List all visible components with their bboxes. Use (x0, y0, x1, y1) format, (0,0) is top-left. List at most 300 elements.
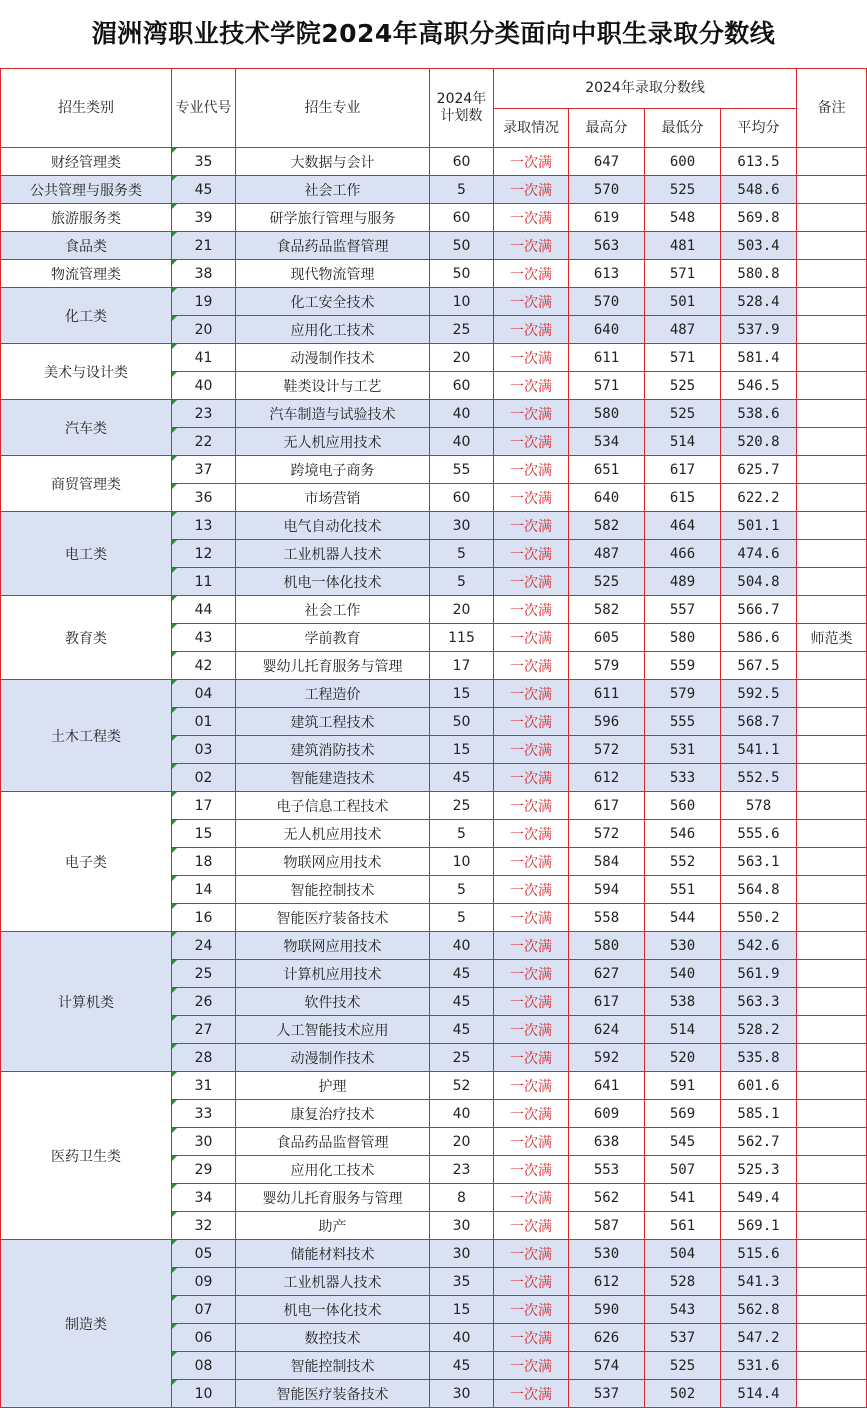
status-cell: 一次满 (494, 512, 569, 540)
code-cell: 19 (172, 288, 236, 316)
max-cell: 640 (569, 316, 645, 344)
max-cell: 580 (569, 400, 645, 428)
min-cell: 552 (645, 848, 721, 876)
code-cell: 08 (172, 1352, 236, 1380)
status-cell: 一次满 (494, 1016, 569, 1044)
table-row (1, 148, 867, 176)
major-cell: 社会工作 (236, 176, 430, 204)
note-cell (797, 820, 867, 848)
plan-cell: 23 (430, 1156, 494, 1184)
category-cell: 财经管理类 (1, 148, 172, 176)
max-cell: 525 (569, 568, 645, 596)
note-cell (797, 568, 867, 596)
note-cell (797, 1156, 867, 1184)
avg-cell: 542.6 (721, 932, 797, 960)
plan-cell: 25 (430, 792, 494, 820)
header-major: 招生专业 (236, 69, 430, 148)
category-cell: 电工类 (1, 512, 172, 596)
plan-cell: 15 (430, 736, 494, 764)
table-row (1, 400, 867, 428)
code-cell: 39 (172, 204, 236, 232)
min-cell: 569 (645, 1100, 721, 1128)
code-cell: 25 (172, 960, 236, 988)
category-cell: 美术与设计类 (1, 344, 172, 400)
code-cell: 26 (172, 988, 236, 1016)
major-cell: 建筑工程技术 (236, 708, 430, 736)
avg-cell: 547.2 (721, 1324, 797, 1352)
plan-cell: 60 (430, 372, 494, 400)
avg-cell: 564.8 (721, 876, 797, 904)
max-cell: 570 (569, 176, 645, 204)
status-cell: 一次满 (494, 1044, 569, 1072)
status-cell: 一次满 (494, 372, 569, 400)
min-cell: 514 (645, 428, 721, 456)
note-cell (797, 232, 867, 260)
plan-cell: 40 (430, 1100, 494, 1128)
major-cell: 无人机应用技术 (236, 820, 430, 848)
max-cell: 609 (569, 1100, 645, 1128)
category-cell: 化工类 (1, 288, 172, 344)
min-cell: 487 (645, 316, 721, 344)
note-cell (797, 680, 867, 708)
table-row (1, 288, 867, 316)
category-cell: 汽车类 (1, 400, 172, 456)
max-cell: 553 (569, 1156, 645, 1184)
plan-cell: 60 (430, 204, 494, 232)
avg-cell: 601.6 (721, 1072, 797, 1100)
max-cell: 619 (569, 204, 645, 232)
table-row (1, 260, 867, 288)
min-cell: 528 (645, 1268, 721, 1296)
avg-cell: 541.3 (721, 1268, 797, 1296)
max-cell: 605 (569, 624, 645, 652)
major-cell: 婴幼儿托育服务与管理 (236, 1184, 430, 1212)
major-cell: 大数据与会计 (236, 148, 430, 176)
status-cell: 一次满 (494, 204, 569, 232)
code-cell: 38 (172, 260, 236, 288)
code-cell: 36 (172, 484, 236, 512)
min-cell: 537 (645, 1324, 721, 1352)
avg-cell: 562.8 (721, 1296, 797, 1324)
status-cell: 一次满 (494, 652, 569, 680)
max-cell: 487 (569, 540, 645, 568)
plan-cell: 40 (430, 1324, 494, 1352)
code-cell: 10 (172, 1380, 236, 1408)
status-cell: 一次满 (494, 1296, 569, 1324)
avg-cell: 563.1 (721, 848, 797, 876)
major-cell: 电气自动化技术 (236, 512, 430, 540)
avg-cell: 613.5 (721, 148, 797, 176)
note-cell (797, 1072, 867, 1100)
note-cell (797, 176, 867, 204)
avg-cell: 568.7 (721, 708, 797, 736)
plan-cell: 20 (430, 1128, 494, 1156)
note-cell (797, 1100, 867, 1128)
min-cell: 571 (645, 344, 721, 372)
major-cell: 学前教育 (236, 624, 430, 652)
max-cell: 582 (569, 596, 645, 624)
max-cell: 596 (569, 708, 645, 736)
note-cell (797, 932, 867, 960)
note-cell (797, 792, 867, 820)
status-cell: 一次满 (494, 1212, 569, 1240)
avg-cell: 520.8 (721, 428, 797, 456)
status-cell: 一次满 (494, 568, 569, 596)
status-cell: 一次满 (494, 792, 569, 820)
status-cell: 一次满 (494, 1100, 569, 1128)
note-cell (797, 1240, 867, 1268)
min-cell: 540 (645, 960, 721, 988)
min-cell: 525 (645, 400, 721, 428)
max-cell: 617 (569, 988, 645, 1016)
major-cell: 汽车制造与试验技术 (236, 400, 430, 428)
plan-cell: 30 (430, 1212, 494, 1240)
status-cell: 一次满 (494, 1352, 569, 1380)
major-cell: 研学旅行管理与服务 (236, 204, 430, 232)
header-status: 录取情况 (494, 109, 569, 148)
min-cell: 615 (645, 484, 721, 512)
status-cell: 一次满 (494, 1156, 569, 1184)
note-cell (797, 1184, 867, 1212)
avg-cell: 569.1 (721, 1212, 797, 1240)
avg-cell: 549.4 (721, 1184, 797, 1212)
max-cell: 612 (569, 764, 645, 792)
code-cell: 21 (172, 232, 236, 260)
plan-cell: 45 (430, 1016, 494, 1044)
major-cell: 物联网应用技术 (236, 932, 430, 960)
max-cell: 640 (569, 484, 645, 512)
max-cell: 537 (569, 1380, 645, 1408)
code-cell: 24 (172, 932, 236, 960)
note-cell: 师范类 (797, 624, 867, 652)
status-cell: 一次满 (494, 1128, 569, 1156)
table-body (1, 148, 867, 1408)
note-cell (797, 372, 867, 400)
min-cell: 464 (645, 512, 721, 540)
note-cell (797, 1352, 867, 1380)
note-cell (797, 988, 867, 1016)
category-cell: 公共管理与服务类 (1, 176, 172, 204)
min-cell: 514 (645, 1016, 721, 1044)
plan-cell: 25 (430, 316, 494, 344)
plan-cell: 5 (430, 176, 494, 204)
code-cell: 40 (172, 372, 236, 400)
code-cell: 33 (172, 1100, 236, 1128)
plan-cell: 15 (430, 680, 494, 708)
table-row (1, 596, 867, 624)
status-cell: 一次满 (494, 960, 569, 988)
min-cell: 591 (645, 1072, 721, 1100)
status-cell: 一次满 (494, 1184, 569, 1212)
major-cell: 智能控制技术 (236, 1352, 430, 1380)
status-cell: 一次满 (494, 1072, 569, 1100)
admission-score-table (0, 68, 867, 1408)
code-cell: 04 (172, 680, 236, 708)
plan-cell: 17 (430, 652, 494, 680)
avg-cell: 578 (721, 792, 797, 820)
code-cell: 22 (172, 428, 236, 456)
plan-cell: 52 (430, 1072, 494, 1100)
min-cell: 559 (645, 652, 721, 680)
max-cell: 638 (569, 1128, 645, 1156)
code-cell: 11 (172, 568, 236, 596)
status-cell: 一次满 (494, 288, 569, 316)
table-row (1, 792, 867, 820)
min-cell: 555 (645, 708, 721, 736)
min-cell: 617 (645, 456, 721, 484)
min-cell: 546 (645, 820, 721, 848)
max-cell: 574 (569, 1352, 645, 1380)
major-cell: 工业机器人技术 (236, 540, 430, 568)
plan-cell: 50 (430, 232, 494, 260)
avg-cell: 592.5 (721, 680, 797, 708)
major-cell: 食品药品监督管理 (236, 1128, 430, 1156)
max-cell: 587 (569, 1212, 645, 1240)
min-cell: 551 (645, 876, 721, 904)
avg-cell: 504.8 (721, 568, 797, 596)
max-cell: 579 (569, 652, 645, 680)
header-max: 最高分 (569, 109, 645, 148)
note-cell (797, 204, 867, 232)
code-cell: 17 (172, 792, 236, 820)
major-cell: 市场营销 (236, 484, 430, 512)
plan-cell: 40 (430, 400, 494, 428)
avg-cell: 567.5 (721, 652, 797, 680)
max-cell: 584 (569, 848, 645, 876)
status-cell: 一次满 (494, 624, 569, 652)
category-cell: 物流管理类 (1, 260, 172, 288)
note-cell (797, 484, 867, 512)
note-cell (797, 708, 867, 736)
plan-cell: 45 (430, 960, 494, 988)
table-row (1, 1072, 867, 1100)
avg-cell: 537.9 (721, 316, 797, 344)
max-cell: 592 (569, 1044, 645, 1072)
plan-cell: 25 (430, 1044, 494, 1072)
plan-cell: 8 (430, 1184, 494, 1212)
min-cell: 466 (645, 540, 721, 568)
table-row (1, 1240, 867, 1268)
status-cell: 一次满 (494, 820, 569, 848)
max-cell: 563 (569, 232, 645, 260)
min-cell: 504 (645, 1240, 721, 1268)
major-cell: 工程造价 (236, 680, 430, 708)
min-cell: 561 (645, 1212, 721, 1240)
code-cell: 31 (172, 1072, 236, 1100)
plan-cell: 50 (430, 708, 494, 736)
status-cell: 一次满 (494, 1240, 569, 1268)
min-cell: 544 (645, 904, 721, 932)
major-cell: 无人机应用技术 (236, 428, 430, 456)
note-cell (797, 288, 867, 316)
note-cell (797, 260, 867, 288)
category-cell: 计算机类 (1, 932, 172, 1072)
code-cell: 43 (172, 624, 236, 652)
major-cell: 跨境电子商务 (236, 456, 430, 484)
max-cell: 530 (569, 1240, 645, 1268)
status-cell: 一次满 (494, 680, 569, 708)
table-row (1, 232, 867, 260)
table-row (1, 176, 867, 204)
avg-cell: 561.9 (721, 960, 797, 988)
min-cell: 531 (645, 736, 721, 764)
avg-cell: 622.2 (721, 484, 797, 512)
header-code: 专业代号 (172, 69, 236, 148)
max-cell: 626 (569, 1324, 645, 1352)
plan-cell: 30 (430, 512, 494, 540)
major-cell: 智能医疗装备技术 (236, 1380, 430, 1408)
status-cell: 一次满 (494, 736, 569, 764)
max-cell: 562 (569, 1184, 645, 1212)
status-cell: 一次满 (494, 400, 569, 428)
min-cell: 560 (645, 792, 721, 820)
table-row (1, 680, 867, 708)
status-cell: 一次满 (494, 428, 569, 456)
avg-cell: 585.1 (721, 1100, 797, 1128)
avg-cell: 541.1 (721, 736, 797, 764)
plan-cell: 15 (430, 1296, 494, 1324)
min-cell: 545 (645, 1128, 721, 1156)
status-cell: 一次满 (494, 316, 569, 344)
category-cell: 旅游服务类 (1, 204, 172, 232)
status-cell: 一次满 (494, 1324, 569, 1352)
header-category: 招生类别 (1, 69, 172, 148)
min-cell: 520 (645, 1044, 721, 1072)
avg-cell: 566.7 (721, 596, 797, 624)
major-cell: 社会工作 (236, 596, 430, 624)
max-cell: 611 (569, 680, 645, 708)
plan-cell: 115 (430, 624, 494, 652)
major-cell: 机电一体化技术 (236, 1296, 430, 1324)
status-cell: 一次满 (494, 540, 569, 568)
major-cell: 食品药品监督管理 (236, 232, 430, 260)
avg-cell: 562.7 (721, 1128, 797, 1156)
status-cell: 一次满 (494, 848, 569, 876)
plan-cell: 20 (430, 596, 494, 624)
header-plan: 2024年计划数 (430, 69, 494, 148)
avg-cell: 625.7 (721, 456, 797, 484)
note-cell (797, 428, 867, 456)
major-cell: 助产 (236, 1212, 430, 1240)
min-cell: 502 (645, 1380, 721, 1408)
avg-cell: 531.6 (721, 1352, 797, 1380)
status-cell: 一次满 (494, 876, 569, 904)
min-cell: 530 (645, 932, 721, 960)
avg-cell: 548.6 (721, 176, 797, 204)
code-cell: 41 (172, 344, 236, 372)
major-cell: 应用化工技术 (236, 1156, 430, 1184)
category-cell: 制造类 (1, 1240, 172, 1408)
major-cell: 人工智能技术应用 (236, 1016, 430, 1044)
status-cell: 一次满 (494, 1380, 569, 1408)
min-cell: 533 (645, 764, 721, 792)
plan-cell: 55 (430, 456, 494, 484)
avg-cell: 538.6 (721, 400, 797, 428)
status-cell: 一次满 (494, 904, 569, 932)
max-cell: 580 (569, 932, 645, 960)
max-cell: 582 (569, 512, 645, 540)
min-cell: 507 (645, 1156, 721, 1184)
plan-cell: 45 (430, 988, 494, 1016)
note-cell (797, 652, 867, 680)
note-cell (797, 960, 867, 988)
code-cell: 29 (172, 1156, 236, 1184)
table-row (1, 344, 867, 372)
plan-cell: 30 (430, 1240, 494, 1268)
plan-cell: 10 (430, 848, 494, 876)
max-cell: 570 (569, 288, 645, 316)
avg-cell: 552.5 (721, 764, 797, 792)
status-cell: 一次满 (494, 176, 569, 204)
min-cell: 557 (645, 596, 721, 624)
note-cell (797, 1380, 867, 1408)
code-cell: 20 (172, 316, 236, 344)
note-cell (797, 904, 867, 932)
major-cell: 智能建造技术 (236, 764, 430, 792)
major-cell: 应用化工技术 (236, 316, 430, 344)
category-cell: 土木工程类 (1, 680, 172, 792)
plan-cell: 10 (430, 288, 494, 316)
major-cell: 鞋类设计与工艺 (236, 372, 430, 400)
status-cell: 一次满 (494, 260, 569, 288)
min-cell: 525 (645, 1352, 721, 1380)
status-cell: 一次满 (494, 148, 569, 176)
max-cell: 558 (569, 904, 645, 932)
note-cell (797, 344, 867, 372)
status-cell: 一次满 (494, 708, 569, 736)
table-row (1, 512, 867, 540)
status-cell: 一次满 (494, 344, 569, 372)
min-cell: 580 (645, 624, 721, 652)
note-cell (797, 148, 867, 176)
table-header (1, 69, 867, 148)
max-cell: 613 (569, 260, 645, 288)
status-cell: 一次满 (494, 232, 569, 260)
major-cell: 机电一体化技术 (236, 568, 430, 596)
major-cell: 现代物流管理 (236, 260, 430, 288)
code-cell: 13 (172, 512, 236, 540)
avg-cell: 535.8 (721, 1044, 797, 1072)
plan-cell: 60 (430, 148, 494, 176)
min-cell: 501 (645, 288, 721, 316)
category-cell: 电子类 (1, 792, 172, 932)
min-cell: 543 (645, 1296, 721, 1324)
plan-cell: 35 (430, 1268, 494, 1296)
avg-cell: 581.4 (721, 344, 797, 372)
code-cell: 05 (172, 1240, 236, 1268)
major-cell: 动漫制作技术 (236, 1044, 430, 1072)
status-cell: 一次满 (494, 1268, 569, 1296)
code-cell: 03 (172, 736, 236, 764)
plan-cell: 45 (430, 1352, 494, 1380)
plan-cell: 5 (430, 540, 494, 568)
note-cell (797, 1128, 867, 1156)
code-cell: 14 (172, 876, 236, 904)
min-cell: 481 (645, 232, 721, 260)
note-cell (797, 876, 867, 904)
status-cell: 一次满 (494, 988, 569, 1016)
major-cell: 动漫制作技术 (236, 344, 430, 372)
code-cell: 32 (172, 1212, 236, 1240)
avg-cell: 580.8 (721, 260, 797, 288)
major-cell: 储能材料技术 (236, 1240, 430, 1268)
major-cell: 数控技术 (236, 1324, 430, 1352)
note-cell (797, 736, 867, 764)
avg-cell: 501.1 (721, 512, 797, 540)
major-cell: 物联网应用技术 (236, 848, 430, 876)
code-cell: 27 (172, 1016, 236, 1044)
max-cell: 647 (569, 148, 645, 176)
